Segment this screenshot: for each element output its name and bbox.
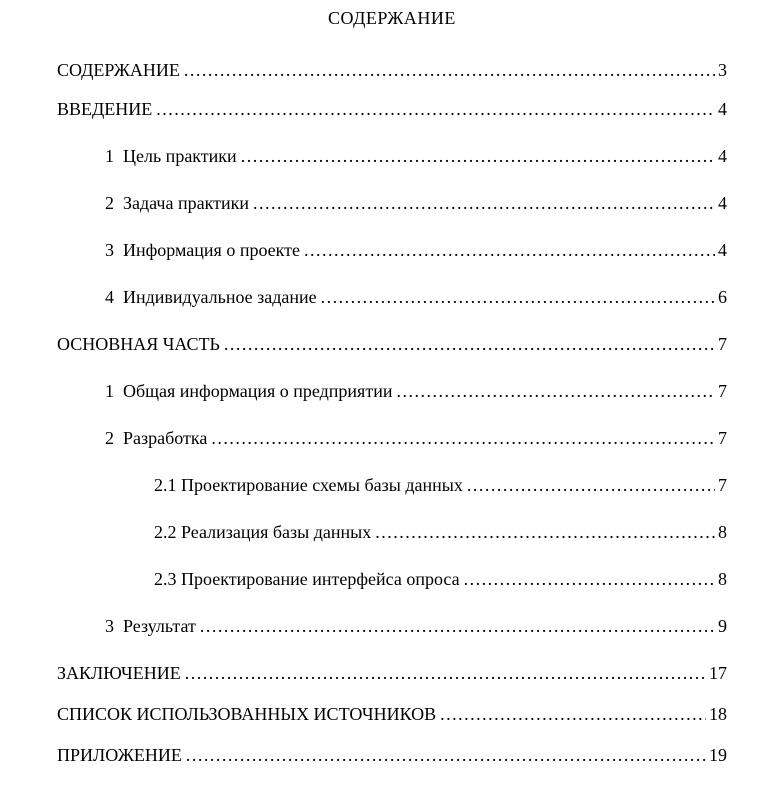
toc-entry[interactable] xyxy=(57,194,727,213)
dot-leader xyxy=(211,429,715,448)
dot-leader xyxy=(440,705,706,724)
toc-title: СОДЕРЖАНИЕ xyxy=(328,8,456,28)
toc-entry[interactable] xyxy=(57,382,727,401)
dot-leader xyxy=(375,523,715,542)
toc-entry-page: 4 xyxy=(718,240,727,260)
toc-entry-label: 1 Цель практики xyxy=(105,146,237,166)
toc-entry-page: 19 xyxy=(709,745,727,765)
dot-leader xyxy=(224,335,715,354)
toc-entry[interactable] xyxy=(57,705,727,724)
toc-entry-page: 3 xyxy=(718,60,727,80)
toc-entry-label: ВВЕДЕНИЕ xyxy=(57,99,153,119)
toc-entry-page: 18 xyxy=(709,704,727,724)
dot-leader xyxy=(184,61,715,80)
toc-entry-label: СПИСОК ИСПОЛЬЗОВАННЫХ ИСТОЧНИКОВ xyxy=(57,704,437,724)
toc-entry-label: 2.1 Проектирование схемы базы данных xyxy=(154,475,463,495)
toc-entry-page: 7 xyxy=(718,334,727,354)
dot-leader xyxy=(185,664,706,683)
toc-entry-label: СОДЕРЖАНИЕ xyxy=(57,60,180,80)
toc-entry[interactable] xyxy=(57,570,727,589)
toc-entry[interactable] xyxy=(57,335,727,354)
dot-leader xyxy=(200,617,715,636)
toc-entry-page: 7 xyxy=(718,475,727,495)
toc-entry[interactable] xyxy=(57,523,727,542)
toc-entry-label: 3 Результат xyxy=(105,616,196,636)
toc-entry[interactable] xyxy=(57,147,727,166)
dot-leader xyxy=(464,570,715,589)
toc-entry-label: 4 Индивидуальное задание xyxy=(105,287,317,307)
toc-entry-label: ПРИЛОЖЕНИЕ xyxy=(57,745,182,765)
toc-entry-page: 4 xyxy=(718,99,727,119)
toc-entry-page: 4 xyxy=(718,146,727,166)
toc-entry[interactable] xyxy=(57,664,727,683)
toc-entry[interactable] xyxy=(57,100,727,119)
toc-entry[interactable] xyxy=(57,288,727,307)
toc-entry-label: 2 Задача практики xyxy=(105,193,249,213)
toc-entry-page: 9 xyxy=(718,616,727,636)
toc-entry-label: 3 Информация о проекте xyxy=(105,240,301,260)
toc-entry-label: 2.2 Реализация базы данных xyxy=(154,522,372,542)
toc-entry-page: 8 xyxy=(718,569,727,589)
toc-entry-label: 1 Общая информация о предприятии xyxy=(105,381,393,401)
toc-entry[interactable] xyxy=(57,617,727,636)
toc-entry[interactable] xyxy=(57,61,727,80)
toc-entry-page: 6 xyxy=(718,287,727,307)
dot-leader xyxy=(304,241,715,260)
dot-leader xyxy=(241,147,715,166)
toc-entry-page: 8 xyxy=(718,522,727,542)
toc-entry-label: ЗАКЛЮЧЕНИЕ xyxy=(57,663,181,683)
toc-entry-label: 2.3 Проектирование интерфейса опроса xyxy=(154,569,460,589)
toc-entry[interactable] xyxy=(57,746,727,765)
toc-entry[interactable] xyxy=(57,429,727,448)
dot-leader xyxy=(467,476,715,495)
dot-leader xyxy=(186,746,706,765)
toc-entry-page: 17 xyxy=(709,663,727,683)
toc-entry[interactable] xyxy=(57,476,727,495)
toc-entry-page: 4 xyxy=(718,193,727,213)
dot-leader xyxy=(253,194,715,213)
dot-leader xyxy=(156,100,715,119)
dot-leader xyxy=(396,382,715,401)
dot-leader xyxy=(321,288,715,307)
toc-entry-page: 7 xyxy=(718,381,727,401)
toc-entry-label: 2 Разработка xyxy=(105,428,208,448)
toc-entry-page: 7 xyxy=(718,428,727,448)
toc-entry-label: ОСНОВНАЯ ЧАСТЬ xyxy=(57,334,220,354)
toc-entry[interactable] xyxy=(57,241,727,260)
